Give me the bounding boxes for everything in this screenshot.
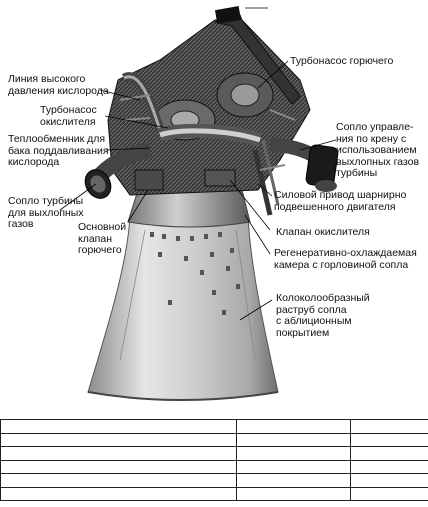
table-cell xyxy=(351,487,428,501)
label-bell-nozzle: Колоколообразный раструб сопла с аблиционным покрытием xyxy=(276,292,370,339)
table-cell xyxy=(237,447,351,461)
label-roll-nozzle: Сопло управле- ния по крену с использованием выхлопных газов турбины xyxy=(336,121,420,179)
label-lox-line: Линия высокого давления кислорода xyxy=(8,73,109,97)
table-cell xyxy=(237,487,351,501)
engine-body xyxy=(108,18,310,195)
table-cell xyxy=(237,433,351,447)
table-row xyxy=(1,487,428,501)
table-row xyxy=(1,460,428,474)
table-row xyxy=(1,420,428,434)
table-cell xyxy=(237,420,351,434)
label-turbopump-ox: Турбонасос окислителя xyxy=(40,104,97,128)
table-cell xyxy=(1,460,237,474)
label-regen-chamber: Регенеративно-охлаждаемая камера с горловиной сопла xyxy=(274,247,417,271)
table-cell xyxy=(1,487,237,501)
table-cell xyxy=(1,433,237,447)
label-turbine-exhaust: Сопло турбины для выхлопных газов xyxy=(8,195,84,230)
table-cell xyxy=(351,420,428,434)
empty-table xyxy=(0,419,428,501)
table-cell xyxy=(237,460,351,474)
table-cell xyxy=(237,474,351,488)
table-cell xyxy=(1,420,237,434)
label-heat-exchanger: Теплообменник для бака поддавливания кислорода xyxy=(8,133,109,168)
label-main-fuel-valve: Основной клапан горючего xyxy=(78,221,127,256)
table-row xyxy=(1,447,428,461)
label-turbopump-fuel: Турбонасос горючего xyxy=(290,55,394,67)
label-ox-valve: Клапан окислителя xyxy=(276,226,370,238)
regen-chamber xyxy=(128,190,250,227)
table-cell xyxy=(351,460,428,474)
table-cell xyxy=(351,433,428,447)
main-fuel-valve-body xyxy=(135,170,163,190)
table-cell xyxy=(1,447,237,461)
table-cell xyxy=(1,474,237,488)
ox-valve-body xyxy=(205,170,235,186)
label-gimbal-actuator: Силовой привод шарнирно подвешенного двигателя xyxy=(274,189,407,213)
table-cell xyxy=(351,474,428,488)
table-row xyxy=(1,433,428,447)
table-row xyxy=(1,474,428,488)
table-cell xyxy=(351,447,428,461)
